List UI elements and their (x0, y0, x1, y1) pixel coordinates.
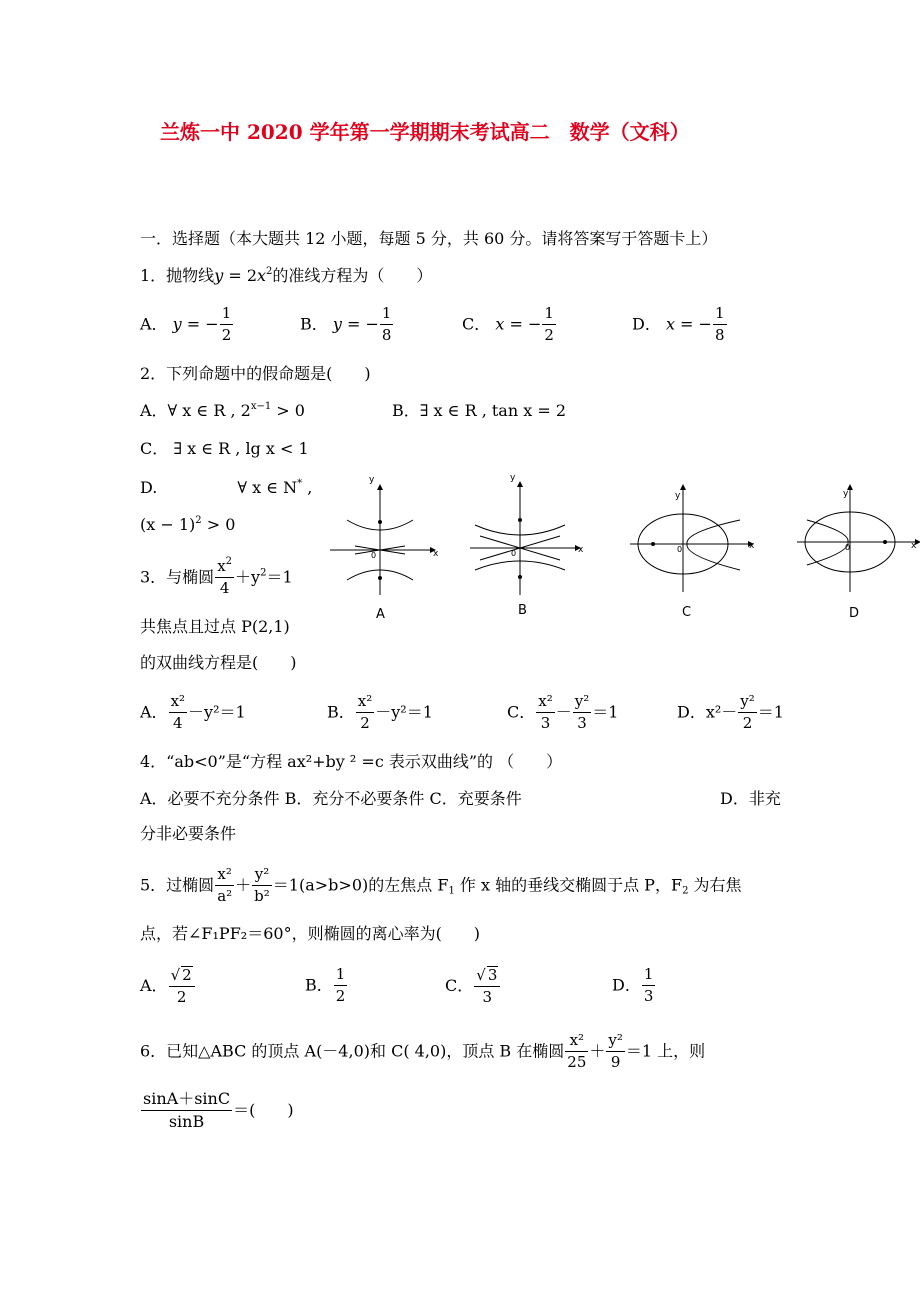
question-2-stem: 2．下列命题中的假命题是( ) (140, 364, 371, 383)
graph-a-y-label: y (369, 475, 375, 485)
graph-c-x-label: x (749, 541, 755, 551)
question-6-expression: $\frac{\sin A+\sin C}{\sin B}$ ＝( ) (143, 1089, 294, 1132)
question-2-option-b: B．∃ x ∈ R , tan x = 2 (392, 401, 567, 420)
graph-a (330, 485, 435, 595)
question-2-option-c: C． ∃ x ∈ R , lg x < 1 (140, 439, 309, 458)
graph-d-y-label: y (843, 489, 849, 499)
graph-label-a: A (376, 607, 385, 622)
question-4-options-line-1: A．必要不充分条件 B．充分不必要条件 C．充要条件 (140, 789, 522, 808)
graph-a-origin: 0 (371, 551, 377, 560)
graph-b (470, 482, 580, 595)
question-5-line-2: 点，若∠F₁PF₂＝60°，则椭圆的离心率为( ) (140, 924, 481, 943)
question-4-options-line-2: 分非必要条件 (140, 824, 237, 843)
question-3-option-b: B． $\frac{\text{x²}}{2}$ －y²＝1 (327, 692, 433, 733)
question-4-stem: 4．“ab<0”是“方程 ax²+by ² =c 表示双曲线”的 （ ） (140, 752, 563, 771)
question-1-option-d: D． x = − $\frac{1}{8}$ (632, 304, 725, 345)
graph-a-x-label: x (433, 549, 439, 559)
question-3-line-2: 共焦点且过点 P(2,1) (140, 617, 290, 636)
section-heading: 一．选择题（本大题共 12 小题，每题 5 分，共 60 分。请将答案写于答题卡上） (140, 229, 718, 248)
question-1-option-b: B． y = − $\frac{1}{8}$ (300, 304, 392, 345)
question-3-option-a: A． $\frac{\text{x²}}{4}$ －y²＝1 (140, 692, 246, 733)
question-5-option-b: B． $\frac{1}{2}$ (305, 965, 346, 1006)
graph-b-origin: 0 (511, 549, 517, 558)
question-3-line-3: 的双曲线方程是( ) (140, 653, 297, 672)
graph-d-origin: 0 (845, 543, 851, 552)
question-5-option-c: C． $\frac{√ 3}{3}$ (445, 966, 501, 1007)
question-3-option-d: D．x²－ $\frac{\text{y²}}{2}$ ＝1 (677, 692, 784, 733)
question-3-graphs (325, 470, 920, 620)
question-1-option-a: A． y = − $\frac{1}{2}$ (140, 304, 232, 345)
question-5-option-d: D． $\frac{1}{3}$ (612, 965, 654, 1006)
question-2-option-d: D. ∀ x ∈ N* , (140, 478, 313, 497)
graph-b-y-label: y (510, 473, 516, 483)
graph-label-c: C (682, 605, 692, 620)
question-2-option-a: A．∀ x ∈ R , $2^{x-1} > 0$ (140, 401, 305, 420)
question-2-option-d-expression: $(x - 1)^2 > 0$ (140, 515, 236, 534)
question-1-option-c: C． x = − $\frac{1}{2}$ (462, 304, 554, 345)
graph-label-b: B (518, 603, 527, 618)
graph-c (630, 485, 753, 592)
graph-b-x-label: x (578, 545, 584, 555)
question-3-option-c: C． $\frac{\text{x²}}{3}$ － $\frac{\text{y²}}{3}$ ＝1 (507, 692, 619, 733)
graph-d-x-label: x (911, 541, 917, 551)
question-5-option-a: A． $\frac{√ 2}{2}$ (140, 966, 196, 1007)
graph-label-d: D (849, 606, 860, 621)
question-6-stem: 6．已知△ABC 的顶点 A(－4,0)和 C( 4,0)，顶点 B 在椭圆 $\frac{\text{x²}}{25}$ ＋ $\frac{\text{y²}}{9}$ ＝1 上，则 (140, 1031, 706, 1072)
graph-c-y-label: y (675, 491, 681, 501)
question-3-stem: 3．与椭圆 $\frac{x^2}{4}$ $+y^2=1$ (140, 556, 293, 598)
graph-c-origin: 0 (677, 545, 683, 554)
question-4-option-d: D．非充 (720, 789, 781, 808)
graph-d (797, 485, 920, 592)
page-title: 兰炼一中 2020 学年第一学期期末考试高二 数学（文科） (160, 120, 690, 144)
question-5-stem: 5．过椭圆 $\frac{\text{x²}}{\text{a²}}$ ＋ $\frac{\text{y²}}{\text{b²}}$ ＝1(a>b>0)的左焦点 $F_1$ 作 x 轴的垂线交椭圆于点 P，$F_2$ 为右焦 (140, 865, 742, 906)
question-1-stem: 1．抛物线$y = 2x^2$的准线方程为（ ） (140, 266, 433, 285)
